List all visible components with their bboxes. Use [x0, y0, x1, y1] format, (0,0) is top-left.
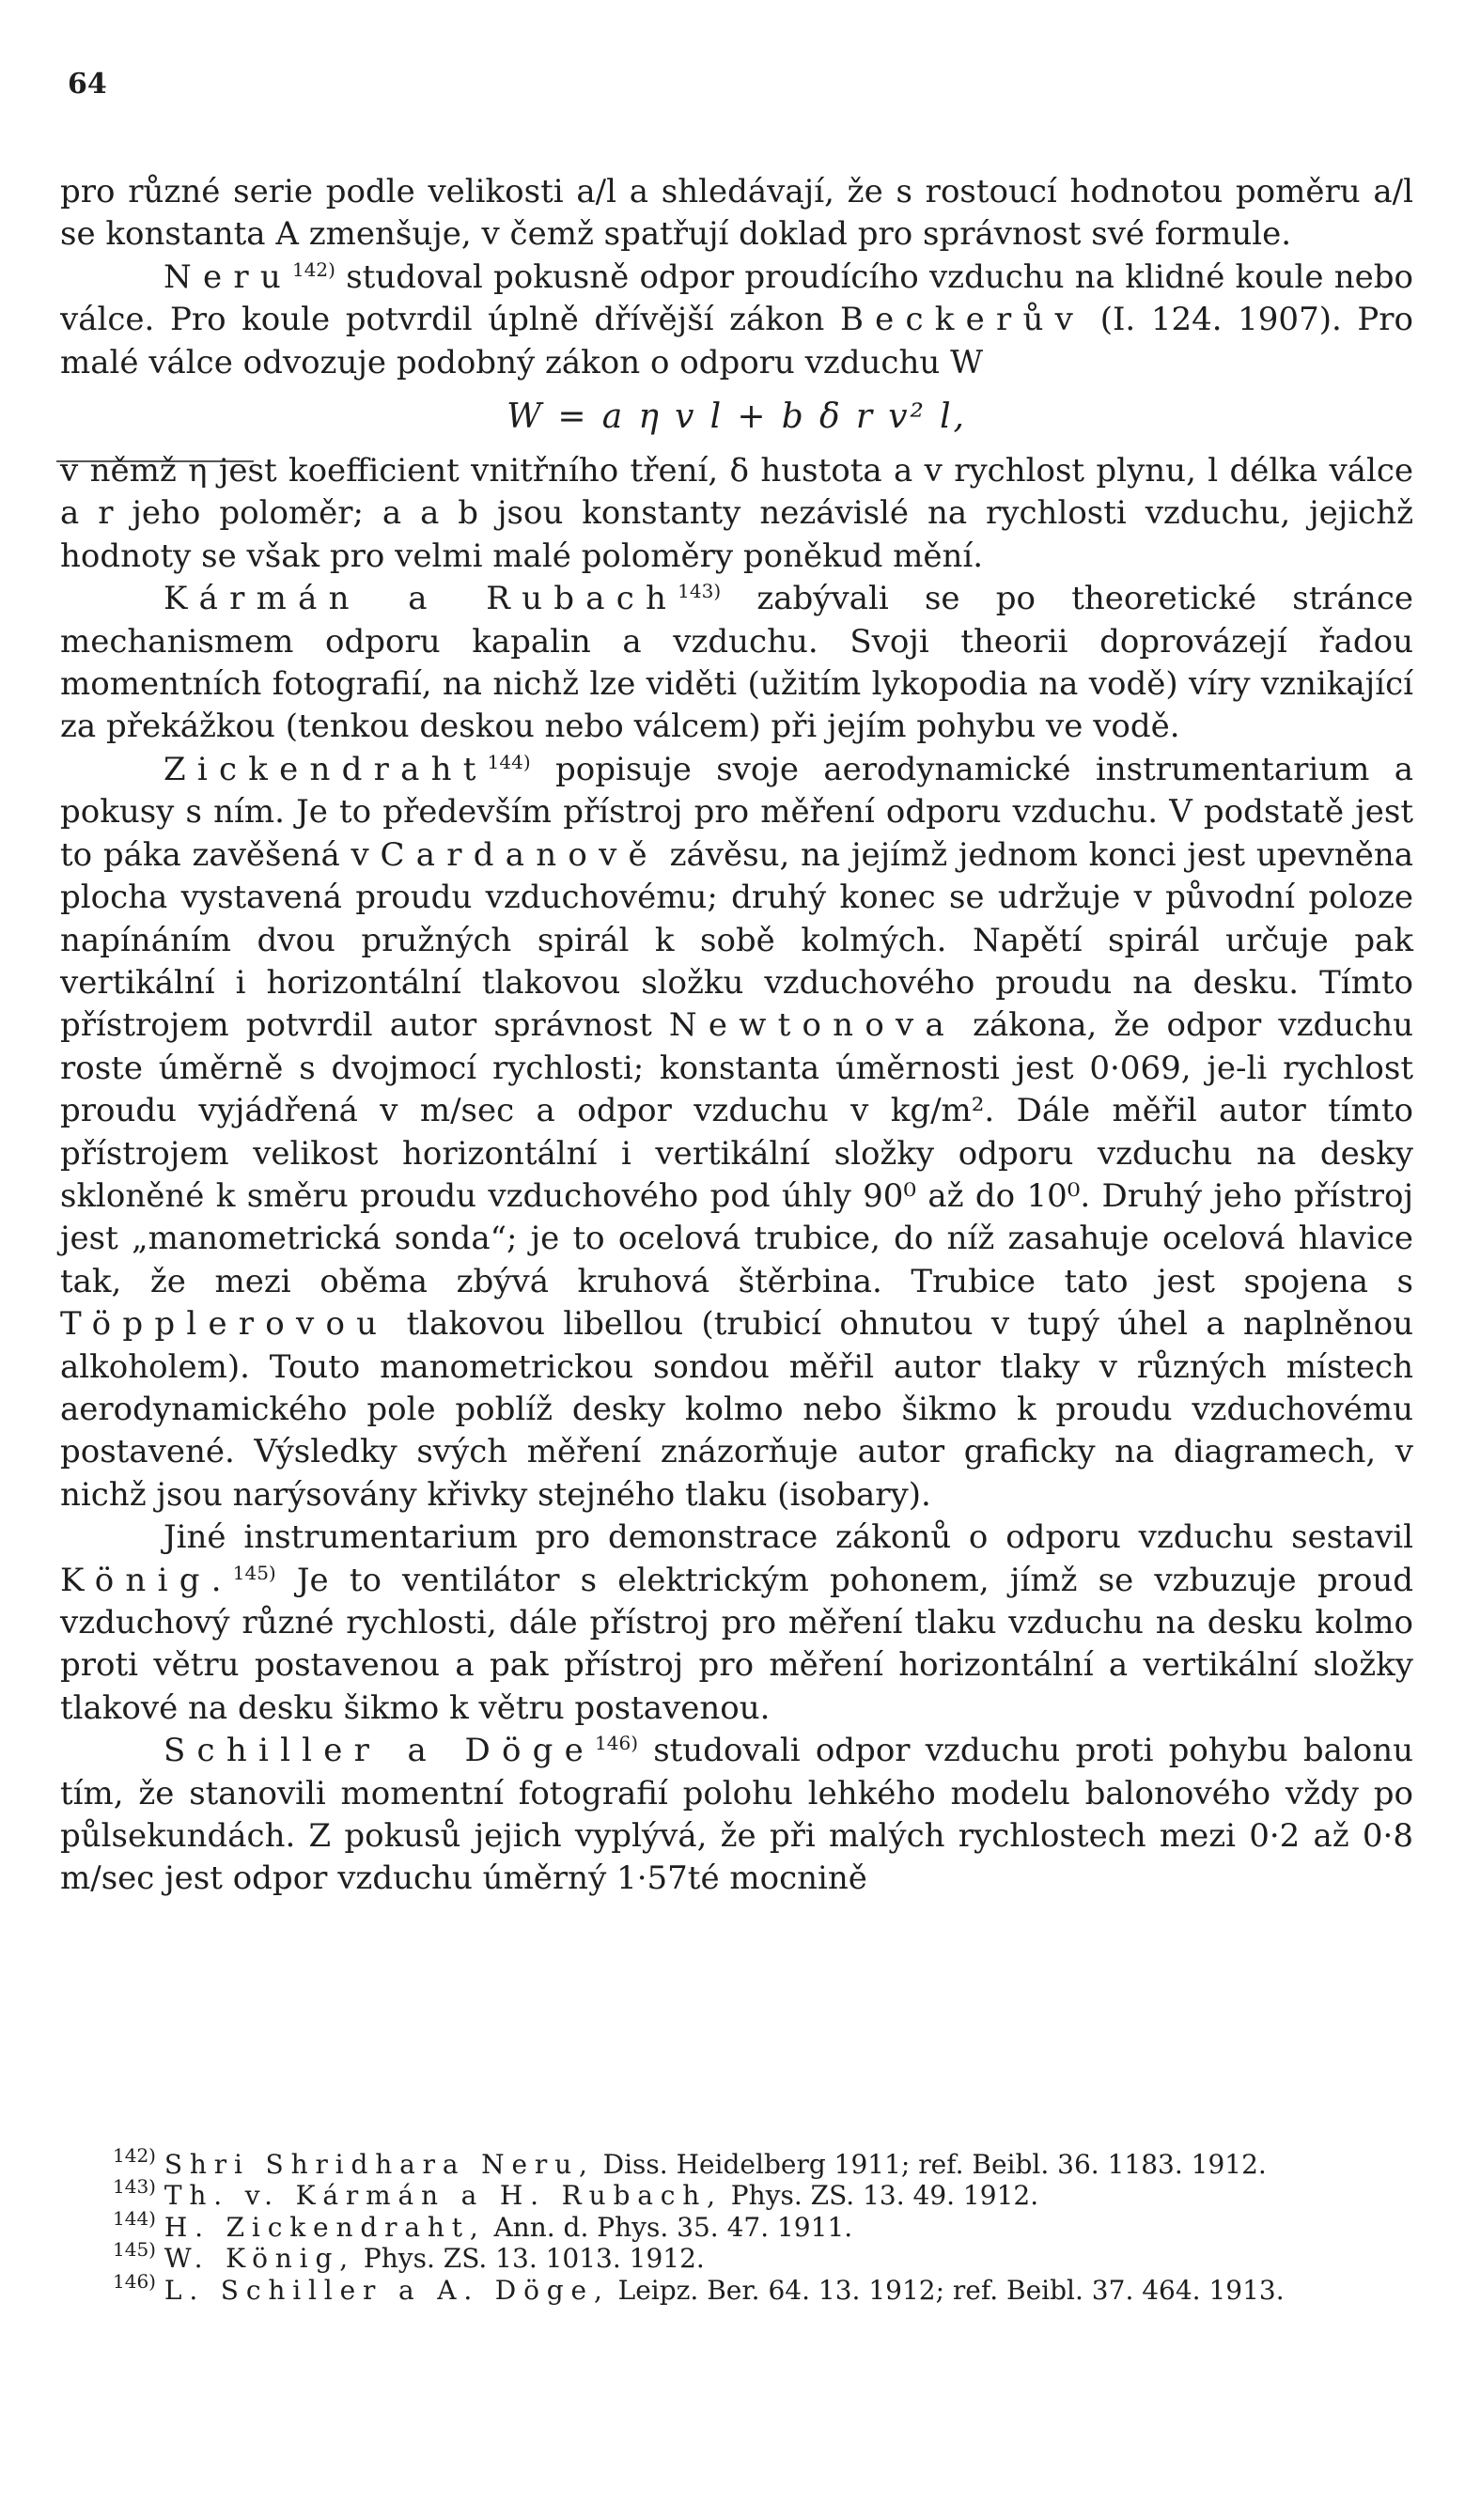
footnote	[60, 2175, 1413, 2212]
page-number: 64	[68, 68, 107, 101]
paragraph-1: pro různé serie podle velikosti a/l a shledávají, že s rostoucí hodnotou poměru a/l se konstanta A zmenšuje, v čemž spatřují doklad pro správnost své formule.	[60, 173, 1413, 254]
paragraph-7	[60, 1730, 1413, 1901]
footnote-author: H. Zickendraht,	[164, 2211, 486, 2243]
footnote-mark: 142)	[113, 2144, 156, 2167]
paragraph-text: zákona, že odpor vzduchu roste úměrně s dvojmocí rychlosti; konstanta úměrnosti jest 0·069, je-li rychlost proudu vyjádřená v m/sec a odpor vzduchu v kg/m². Dále měřil autor tímto přístrojem velikost horizontální i vertikální složky odporu vzduchu na desky skloněné k směru proudu vzduchového pod úhly 90⁰ až do 10⁰. Druhý jeho přístroj jest „manometrická sonda“; je to ocelová trubice, do níž zasahuje ocelová hlavice tak, že mezi oběma zbývá kruhová štěrbina. Trubice tato jest spojena s	[60, 1006, 1413, 1300]
paragraph-2	[60, 257, 1413, 384]
footnote-author: L. Schiller a A. Döge,	[164, 2274, 610, 2306]
paragraph-text: (I. 124. 1907). Pro malé válce odvozuje podobný zákon o odporu vzduchu W	[60, 301, 1413, 381]
paragraph-5	[60, 749, 1413, 1517]
footnote-ref: 143)	[678, 580, 722, 603]
footnote-ref: 145)	[232, 1561, 276, 1584]
footnote-mark: 144)	[113, 2206, 156, 2230]
footnote-mark: 143)	[113, 2175, 156, 2199]
footnote-author: W. König,	[164, 2243, 355, 2275]
paragraph-text: závěsu, na jejímž jednom konci jest upevněna plocha vystavená proudu vzduchovému; druhý konec se udržuje v původní poloze napínáním dvou pružných spirál k sobě kolmých. Napětí spirál určuje pak vertikální i horizontální tlakovou složku vzduchového proudu na desku. Tímto přístrojem potvrdil autor správnost	[60, 835, 1413, 1045]
paragraph-text: studovali odpor vzduchu proti pohybu balonu tím, že stanovili momentní fotografií polohu lehkého modelu balonového vždy po půlsekundách. Z pokusů jejich vyplývá, že při malých rychlostech mezi 0·2 až 0·8 m/sec jest odpor vzduchu úměrný 1·57té mocnině	[60, 1732, 1413, 1898]
footnote-ref: 146)	[595, 1732, 639, 1755]
footnote-author: Th. v. Kármán a H. Rubach,	[164, 2180, 723, 2212]
footnote-text: Leipz. Ber. 64. 13. 1912; ref. Beibl. 37. 464. 1913.	[609, 2274, 1285, 2306]
author-name: Schiller a Döge	[164, 1732, 596, 1770]
author-name: König.	[60, 1561, 233, 1599]
author-name: Neru	[164, 257, 292, 296]
paragraph-6	[60, 1517, 1413, 1730]
footnote-text: Diss. Heidelberg 1911; ref. Beibl. 36. 1183. 1912.	[594, 2149, 1267, 2180]
footnote-text: Ann. d. Phys. 35. 47. 1911.	[485, 2211, 853, 2243]
footnotes	[60, 2144, 1413, 2306]
main-text	[60, 171, 1413, 1901]
paragraph-text: Je to ventilátor s elektrickým pohonem, jímž se vzbuzuje proud vzduchový různé rychlosti, dále přístroj pro měření tlaku vzduchu na desku kolmo proti větru postavenou a pak přístroj pro měření horizontální a vertikální složky tlakové na desku šikmo k větru postavenou.	[60, 1561, 1413, 1727]
footnote	[60, 2206, 1413, 2243]
paragraph-text: tlakovou libellou (trubicí ohnutou v tupý úhel a naplněnou alkoholem). Touto manometrickou sondou měřil autor tlaky v různých místech aerodynamického pole poblíž desky kolmo nebo šikmo k proudu vzduchovému postavené. Výsledky svých měření znázorňuje autor graficky na diagramech, v nichž jsou narýsovány křivky stejného tlaku (isobary).	[60, 1305, 1413, 1514]
footnote-mark: 146)	[113, 2269, 156, 2293]
footnote-text: Phys. ZS. 13. 49. 1912.	[722, 2180, 1039, 2212]
footnote-ref: 142)	[291, 257, 335, 281]
paragraph-text: studoval pokusně odpor proudícího vzduchu na klidné koule nebo válce. Pro koule potvrdil úplně dřívější zákon	[60, 257, 1413, 339]
paragraph-text: zabývali se po theoretické stránce mechanismem odporu kapalin a vzduchu. Svoji theorii doprovázejí řadou momentních fotografií, na nichž lze viděti (užitím lykopodia na vodě) víry vznikající za překážkou (tenkou deskou nebo válcem) při jejím pohybu ve vodě.	[60, 580, 1413, 746]
author-name: Zickendraht	[164, 750, 488, 788]
footnote	[60, 2144, 1413, 2180]
paragraph-text: popisuje svoje aerodynamické instrumentarium a pokusy s ním. Je to především přístroj pro měření odporu vzduchu. V podstatě jest to páka zavěšená v	[60, 750, 1413, 874]
author-name: Beckerův	[839, 301, 1085, 339]
footnote-mark: 145)	[113, 2238, 156, 2262]
footnote-ref: 144)	[487, 750, 531, 773]
footnote-text: Phys. ZS. 13. 1013. 1912.	[354, 2243, 705, 2275]
footnote-author: Shri Shridhara Neru,	[164, 2149, 595, 2180]
footnote	[60, 2238, 1413, 2275]
author-name: Töpplerovou	[60, 1305, 389, 1344]
footnote	[60, 2269, 1413, 2306]
paragraph-3: v němž η jest koefficient vnitřního tření, δ hustota a v rychlost plynu, l délka válce a r jeho poloměr; a a b jsou konstanty nezávislé na rychlosti vzduchu, jejichž hodnoty se však pro velmi malé poloměry poněkud mění.	[60, 452, 1413, 575]
author-name: Newtonova	[668, 1006, 956, 1045]
author-name: Kármán a Rubach	[164, 580, 678, 618]
paragraph-text: Jiné instrumentarium pro demonstrace zákonů o odporu vzduchu sestavil	[164, 1518, 1413, 1557]
author-name: Cardanově	[380, 835, 659, 874]
paragraph-4	[60, 578, 1413, 749]
equation: W = a η v l + b δ r v² l,	[507, 397, 967, 437]
